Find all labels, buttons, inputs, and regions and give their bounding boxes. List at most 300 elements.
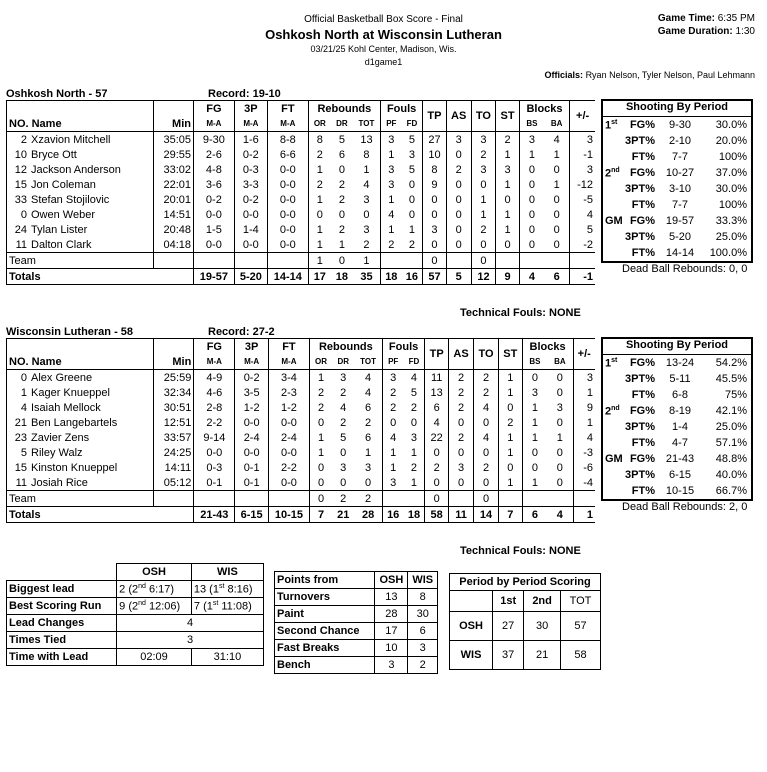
team-row-to: 0 [474, 491, 499, 507]
totals-value: -1 [583, 270, 593, 283]
player-to: 2 [471, 222, 496, 237]
player-tot-reb: 2 [353, 237, 381, 253]
col-to: TO [471, 101, 496, 132]
player-to: 3 [471, 162, 496, 177]
lead-changes-label: Lead Changes [7, 615, 117, 632]
shooting-made-attempts: 3-10 [668, 183, 692, 195]
player-as: 0 [446, 222, 471, 237]
player-fg: 2-6 [194, 147, 235, 162]
player-plus-minus: -2 [583, 238, 593, 251]
player-name: Jon Coleman [29, 177, 154, 192]
player-3p: 3-3 [234, 177, 267, 192]
period-scoring-table [449, 573, 601, 670]
player-ft: 2-4 [268, 430, 309, 445]
player-st: 2 [498, 415, 522, 430]
player-fd: 1 [404, 445, 425, 460]
player-tot-reb: 4 [353, 177, 381, 192]
player-number: 10 [7, 147, 30, 162]
shooting-row [603, 165, 751, 181]
col-fg-ma: M-A [194, 354, 235, 370]
times-tied-label: Times Tied [7, 632, 117, 649]
player-dr: 0 [338, 163, 345, 176]
player-row [7, 177, 596, 192]
player-name: Tylan Lister [29, 222, 154, 237]
shooting-stat: 3PT% [625, 421, 655, 433]
points-from-osh: 13 [375, 589, 408, 606]
player-row [7, 132, 596, 148]
player-or: 2 [316, 178, 323, 191]
shooting-row [603, 181, 751, 197]
player-to: 2 [474, 460, 499, 475]
player-fg: 0-0 [194, 207, 235, 222]
player-tp: 0 [425, 445, 449, 460]
player-fg: 3-6 [194, 177, 235, 192]
totals-value: 16 [402, 269, 423, 285]
player-plus-minus: 9 [586, 401, 593, 414]
player-to: 3 [471, 132, 496, 148]
shooting-made-attempts: 10-15 [665, 485, 695, 497]
player-fg: 2-2 [194, 415, 235, 430]
player-pf: 2 [388, 238, 395, 251]
period-col: TOT [560, 591, 600, 612]
player-row [7, 400, 596, 415]
player-ba: 0 [544, 237, 570, 253]
player-st: 1 [498, 385, 522, 400]
player-plus-minus: 1 [586, 416, 593, 429]
player-dr: 3 [340, 371, 347, 384]
player-name: Josiah Rice [29, 475, 154, 491]
player-tp: 4 [425, 415, 449, 430]
player-dr: 3 [340, 461, 347, 474]
player-row [7, 445, 596, 460]
best-run-osh: 9 (2nd 12:06) [117, 598, 192, 615]
player-name: Owen Weber [29, 207, 154, 222]
team-row-tot: 2 [354, 491, 382, 507]
totals-value: 16 [387, 508, 400, 521]
totals-value: 4 [528, 270, 535, 283]
totals-label: Totals [7, 507, 194, 523]
time-with-lead-label: Time with Lead [7, 649, 117, 666]
player-dr: 0 [340, 446, 347, 459]
player-as: 0 [446, 237, 471, 253]
player-bs: 0 [531, 461, 538, 474]
shooting-pct: 57.1% [715, 437, 747, 449]
player-tp: 0 [423, 207, 446, 222]
col-ft: FT [267, 101, 308, 117]
period-team: WIS [450, 641, 493, 670]
points-from-row [275, 657, 438, 674]
points-from-wis: 3 [408, 640, 438, 657]
shooting-stat: FT% [631, 437, 655, 449]
player-pf: 3 [388, 163, 395, 176]
period-scoring-title: Period by Period Scoring [450, 574, 601, 591]
period-col: 1st [493, 591, 524, 612]
shooting-pct: 100% [718, 151, 747, 163]
period-scoring-row [450, 612, 601, 641]
player-3p: 0-0 [235, 415, 269, 430]
player-to: 1 [471, 192, 496, 207]
player-fd: 0 [402, 207, 423, 222]
player-ft: 0-0 [268, 415, 309, 430]
player-dr: 2 [338, 178, 345, 191]
player-number: 1 [7, 385, 30, 400]
game-time: Game Time: 6:35 PM [657, 13, 755, 24]
player-tot-reb: 3 [354, 460, 382, 475]
points-from-osh: 17 [375, 623, 408, 640]
player-ft: 6-6 [267, 147, 308, 162]
player-ft: 0-0 [267, 207, 308, 222]
points-from-category: Bench [275, 657, 375, 674]
col-as: AS [446, 101, 471, 132]
player-to: 2 [474, 385, 499, 400]
player-tot-reb: 3 [353, 222, 381, 237]
totals-value: 5 [446, 269, 471, 285]
player-or: 0 [317, 476, 325, 489]
player-or: 0 [316, 208, 323, 221]
col-blocks: Blocks [519, 101, 570, 117]
player-plus-minus: 5 [586, 223, 593, 236]
period-score: 37 [493, 641, 524, 670]
player-or: 1 [316, 163, 323, 176]
player-minutes: 20:48 [154, 222, 194, 237]
player-ba: 1 [544, 177, 570, 192]
player-number: 15 [7, 460, 30, 475]
player-st: 2 [496, 132, 519, 148]
shooting-row [603, 467, 751, 483]
shooting-row [603, 403, 751, 419]
box-score-table [6, 338, 595, 523]
player-ba: 0 [544, 207, 570, 222]
period-score: 57 [560, 612, 600, 641]
player-fd: 0 [402, 192, 423, 207]
player-dr: 0 [340, 476, 347, 489]
player-name: Kinston Knueppel [29, 460, 154, 475]
player-3p: 0-0 [234, 237, 267, 253]
player-tp: 0 [423, 192, 446, 207]
shooting-pct: 42.1% [715, 405, 747, 417]
player-tp: 10 [423, 147, 446, 162]
player-tp: 9 [423, 177, 446, 192]
team-row [7, 253, 596, 269]
player-dr: 2 [338, 193, 345, 206]
player-to: 0 [474, 445, 499, 460]
summary-wis-header: WIS [191, 564, 263, 581]
times-tied-value: 3 [117, 632, 264, 649]
player-bs: 0 [528, 208, 535, 221]
player-ft: 0-0 [267, 222, 308, 237]
totals-value: 14 [474, 507, 499, 523]
shooting-made-attempts: 10-27 [665, 167, 695, 179]
shooting-made-attempts: 7-7 [672, 151, 688, 163]
shooting-made-attempts: 7-7 [672, 199, 688, 211]
player-tot-reb: 6 [354, 400, 382, 415]
player-tp: 0 [425, 475, 449, 491]
col-3p: 3P [234, 101, 267, 117]
points-from-category: Paint [275, 606, 375, 623]
player-tot-reb: 1 [353, 162, 381, 177]
player-pf: 3 [390, 476, 397, 489]
player-3p: 0-2 [234, 192, 267, 207]
player-tot-reb: 1 [354, 445, 382, 460]
col-fd: FD [402, 116, 423, 132]
time-with-lead-osh: 02:09 [117, 649, 192, 666]
player-dr: 2 [340, 386, 347, 399]
totals-value: 9 [496, 269, 519, 285]
player-pf: 1 [390, 461, 397, 474]
points-from-wis: 8 [408, 589, 438, 606]
player-as: 0 [446, 147, 471, 162]
player-or: 1 [317, 446, 325, 459]
shooting-row [603, 133, 751, 149]
col-fg-ma: M-A [194, 116, 235, 132]
shooting-stat: 3PT% [625, 469, 655, 481]
player-3p: 0-2 [235, 370, 269, 386]
points-from-wis: 30 [408, 606, 438, 623]
player-fg: 0-0 [194, 237, 235, 253]
player-fd: 5 [404, 385, 425, 400]
game-id: d1game1 [364, 57, 403, 67]
player-ba: 0 [547, 475, 573, 491]
shooting-period: 1st [605, 357, 618, 370]
col-fg: FG [194, 101, 235, 117]
player-dr: 5 [338, 133, 345, 146]
player-pf: 1 [390, 446, 397, 459]
player-tot-reb: 8 [353, 147, 381, 162]
player-as: 0 [448, 475, 473, 491]
col-st: ST [498, 339, 522, 370]
player-ba: 0 [547, 460, 573, 475]
player-ba: 0 [547, 415, 573, 430]
col-min: Min [154, 354, 194, 370]
player-tp: 22 [425, 430, 449, 445]
team-row-or: 1 [316, 254, 323, 267]
shooting-stat: FG% [629, 167, 655, 179]
shooting-period: 2nd [605, 167, 620, 180]
player-fg: 9-30 [194, 132, 235, 148]
dead-ball-rebounds: Dead Ball Rebounds: 0, 0 [622, 263, 748, 275]
team-name: Oshkosh North - 57 [6, 88, 108, 100]
player-bs: 0 [528, 223, 535, 236]
points-from-table [274, 571, 438, 674]
player-ba: 1 [547, 430, 573, 445]
player-st: 0 [496, 237, 519, 253]
totals-value: 14-14 [267, 269, 308, 285]
col-3p-ma: M-A [234, 116, 267, 132]
shooting-made-attempts: 21-43 [665, 453, 695, 465]
col-tot: TOT [353, 116, 381, 132]
period-col: 2nd [524, 591, 561, 612]
shooting-made-attempts: 6-15 [668, 469, 692, 481]
totals-label: Totals [7, 269, 194, 285]
totals-value: 11 [448, 507, 473, 523]
player-3p: 0-0 [234, 207, 267, 222]
player-to: 0 [474, 415, 499, 430]
shooting-period: GM [605, 215, 623, 227]
period-score: 30 [524, 612, 561, 641]
col-fouls: Fouls [381, 101, 423, 117]
player-to: 2 [471, 147, 496, 162]
player-minutes: 30:51 [154, 400, 194, 415]
player-plus-minus: -3 [583, 446, 593, 459]
player-name: Dalton Clark [29, 237, 154, 253]
points-from-wis: 6 [408, 623, 438, 640]
player-tp: 2 [425, 460, 449, 475]
shooting-pct: 45.5% [715, 373, 747, 385]
shooting-by-period [601, 337, 753, 501]
col-tp: TP [425, 339, 449, 370]
player-row [7, 192, 596, 207]
shooting-pct: 40.0% [715, 469, 747, 481]
player-fd: 1 [402, 222, 423, 237]
col-fg: FG [194, 339, 235, 355]
player-ft: 2-3 [268, 385, 309, 400]
shooting-row [603, 245, 751, 261]
col-st: ST [496, 101, 519, 132]
player-name: Ben Langebartels [29, 415, 154, 430]
shooting-stat: 3PT% [625, 135, 655, 147]
shooting-title: Shooting By Period [603, 101, 751, 117]
shooting-stat: FG% [629, 405, 655, 417]
col-as: AS [448, 339, 473, 370]
points-from-title: Points from [275, 572, 375, 589]
player-st: 1 [496, 177, 519, 192]
officials: Officials: Ryan Nelson, Tyler Nelson, Paul Lehmann [544, 70, 755, 80]
totals-value: 21 [337, 508, 350, 521]
player-ba: 3 [547, 400, 573, 415]
player-ba: 0 [547, 370, 573, 386]
shooting-made-attempts: 8-19 [668, 405, 692, 417]
player-bs: 0 [528, 178, 535, 191]
player-as: 2 [448, 400, 473, 415]
player-fg: 4-9 [194, 370, 235, 386]
player-as: 0 [446, 192, 471, 207]
player-or: 1 [317, 371, 325, 384]
player-3p: 0-2 [234, 147, 267, 162]
player-fd: 3 [404, 430, 425, 445]
player-bs: 3 [531, 386, 538, 399]
player-or: 0 [317, 461, 325, 474]
player-dr: 2 [340, 416, 347, 429]
shooting-made-attempts: 4-7 [672, 437, 688, 449]
points-from-osh: 3 [375, 657, 408, 674]
player-or: 2 [317, 386, 325, 399]
totals-value: 57 [423, 269, 446, 285]
player-tp: 8 [423, 162, 446, 177]
totals-value: 6-15 [235, 507, 269, 523]
player-fd: 0 [404, 415, 425, 430]
player-tot-reb: 3 [353, 192, 381, 207]
player-number: 4 [7, 400, 30, 415]
col-fouls: Fouls [382, 339, 425, 355]
shooting-stat: FT% [631, 151, 655, 163]
shooting-pct: 25.0% [715, 421, 747, 433]
player-fg: 4-6 [194, 385, 235, 400]
totals-value: 17 [313, 270, 326, 283]
player-as: 0 [448, 445, 473, 460]
shooting-stat: FG% [629, 453, 655, 465]
player-minutes: 04:18 [154, 237, 194, 253]
player-row [7, 147, 596, 162]
player-number: 11 [7, 475, 30, 491]
lead-changes-value: 4 [117, 615, 264, 632]
player-tot-reb: 2 [354, 415, 382, 430]
shooting-pct: 33.3% [715, 215, 747, 227]
player-dr: 0 [338, 208, 345, 221]
totals-value: 10-15 [268, 507, 309, 523]
player-number: 23 [7, 430, 30, 445]
player-as: 3 [448, 460, 473, 475]
biggest-lead-osh: 2 (2nd 6:17) [117, 581, 192, 598]
player-plus-minus: 4 [586, 431, 593, 444]
player-ft: 2-2 [268, 460, 309, 475]
player-minutes: 29:55 [154, 147, 194, 162]
player-tp: 6 [425, 400, 449, 415]
shooting-pct: 66.7% [715, 485, 747, 497]
player-tp: 11 [425, 370, 449, 386]
player-ft: 0-0 [267, 162, 308, 177]
shooting-period: 2nd [605, 405, 620, 418]
col-ba: BA [544, 116, 570, 132]
shooting-row [603, 451, 751, 467]
player-ft: 1-2 [268, 400, 309, 415]
player-name: Zavier Zens [29, 430, 154, 445]
summary-osh-header: OSH [117, 564, 192, 581]
col-dr: DR [337, 357, 349, 366]
player-as: 3 [446, 132, 471, 148]
player-plus-minus: 3 [586, 163, 593, 176]
totals-value: 18 [385, 270, 398, 283]
player-as: 2 [446, 162, 471, 177]
period-score: 58 [560, 641, 600, 670]
shooting-made-attempts: 19-57 [665, 215, 695, 227]
player-fg: 1-5 [194, 222, 235, 237]
shooting-pct: 100% [718, 199, 747, 211]
player-minutes: 33:57 [154, 430, 194, 445]
shooting-stat: FG% [629, 215, 655, 227]
player-tp: 0 [423, 237, 446, 253]
col-no-name: NO. Name [7, 354, 154, 370]
time-with-lead-wis: 31:10 [191, 649, 263, 666]
col-or: OR [315, 357, 328, 366]
player-row [7, 370, 596, 386]
player-row [7, 222, 596, 237]
player-to: 2 [474, 370, 499, 386]
player-number: 0 [7, 370, 30, 386]
player-row [7, 385, 596, 400]
player-fg: 0-0 [194, 445, 235, 460]
shooting-stat: FT% [631, 247, 655, 259]
player-ft: 0-0 [267, 177, 308, 192]
col-to: TO [474, 339, 499, 370]
player-3p: 0-1 [235, 460, 269, 475]
totals-value: 21-43 [194, 507, 235, 523]
player-number: 0 [7, 207, 30, 222]
period-scoring-header [450, 591, 601, 612]
player-ft: 0-0 [268, 445, 309, 460]
player-fg: 2-8 [194, 400, 235, 415]
player-or: 2 [316, 148, 323, 161]
player-minutes: 32:34 [154, 385, 194, 400]
shooting-row [603, 149, 751, 165]
period-team: OSH [450, 612, 493, 641]
points-from-row [275, 589, 438, 606]
shooting-stat: FT% [631, 389, 655, 401]
player-number: 21 [7, 415, 30, 430]
shooting-row [603, 355, 751, 371]
technical-fouls: Technical Fouls: NONE [460, 307, 581, 319]
player-name: Stefan Stojilovic [29, 192, 154, 207]
biggest-lead-label: Biggest lead [7, 581, 117, 598]
